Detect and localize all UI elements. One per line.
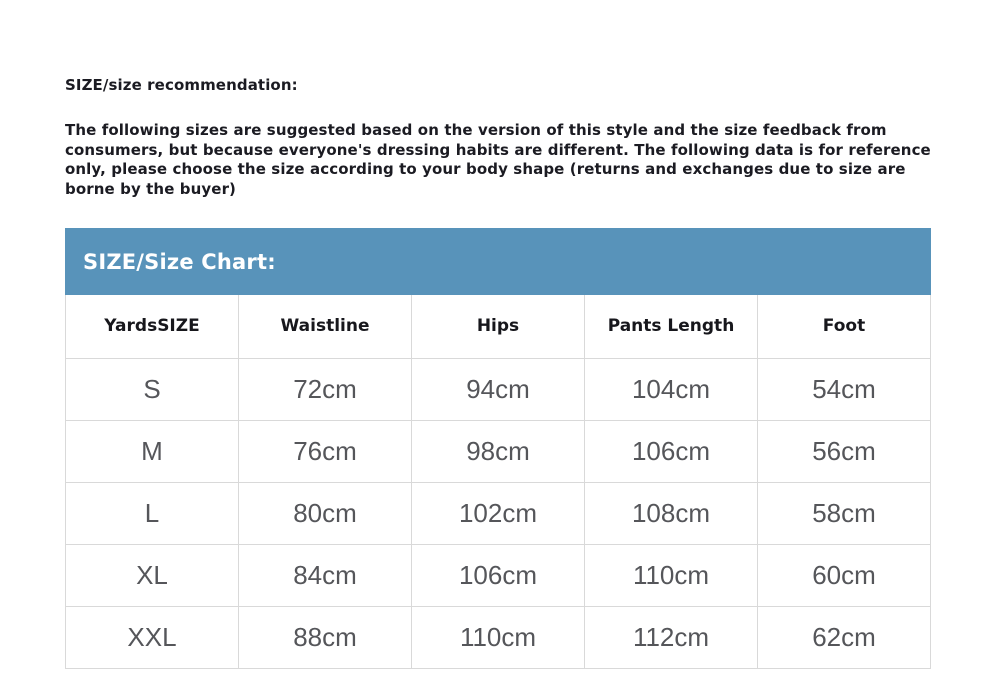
measurement-cell: 62cm [758, 606, 931, 668]
measurement-cell: 110cm [585, 544, 758, 606]
measurement-cell: 56cm [758, 420, 931, 482]
recommendation-text: The following sizes are suggested based on the version of this style and the size feedback from consumers, but because everyone's dressing habits are different. The following data is for reference only, please choose the size according to your body shape (returns and exchanges due to size are borne by the buyer) [65, 121, 931, 198]
size-chart-section [65, 228, 931, 669]
size-label-cell: XXL [66, 606, 239, 668]
measurement-cell: 72cm [239, 358, 412, 420]
column-header-hips: Hips [412, 295, 585, 358]
measurement-cell: 98cm [412, 420, 585, 482]
measurement-cell: 108cm [585, 482, 758, 544]
column-header-foot: Foot [758, 295, 931, 358]
measurement-cell: 104cm [585, 358, 758, 420]
measurement-cell: 58cm [758, 482, 931, 544]
column-header-yardssize: YardsSIZE [66, 295, 239, 358]
measurement-cell: 106cm [585, 420, 758, 482]
measurement-cell: 102cm [412, 482, 585, 544]
measurement-cell: 110cm [412, 606, 585, 668]
measurement-cell: 94cm [412, 358, 585, 420]
table-row [66, 482, 931, 544]
size-label-cell: XL [66, 544, 239, 606]
size-chart-head [66, 295, 931, 358]
measurement-cell: 80cm [239, 482, 412, 544]
size-chart-body [66, 358, 931, 668]
table-row [66, 606, 931, 668]
size-label-cell: M [66, 420, 239, 482]
measurement-cell: 106cm [412, 544, 585, 606]
table-row [66, 420, 931, 482]
column-header-pants-length: Pants Length [585, 295, 758, 358]
measurement-cell: 112cm [585, 606, 758, 668]
column-header-waistline: Waistline [239, 295, 412, 358]
header-row [66, 295, 931, 358]
measurement-cell: 88cm [239, 606, 412, 668]
recommendation-title: SIZE/size recommendation: [65, 76, 298, 94]
table-row [66, 358, 931, 420]
size-label-cell: S [66, 358, 239, 420]
table-row [66, 544, 931, 606]
measurement-cell: 84cm [239, 544, 412, 606]
size-chart-title-bar [65, 228, 931, 295]
measurement-cell: 54cm [758, 358, 931, 420]
measurement-cell: 76cm [239, 420, 412, 482]
measurement-cell: 60cm [758, 544, 931, 606]
size-chart-title: SIZE/Size Chart: [83, 249, 276, 274]
size-label-cell: L [66, 482, 239, 544]
size-chart-table [65, 295, 931, 669]
